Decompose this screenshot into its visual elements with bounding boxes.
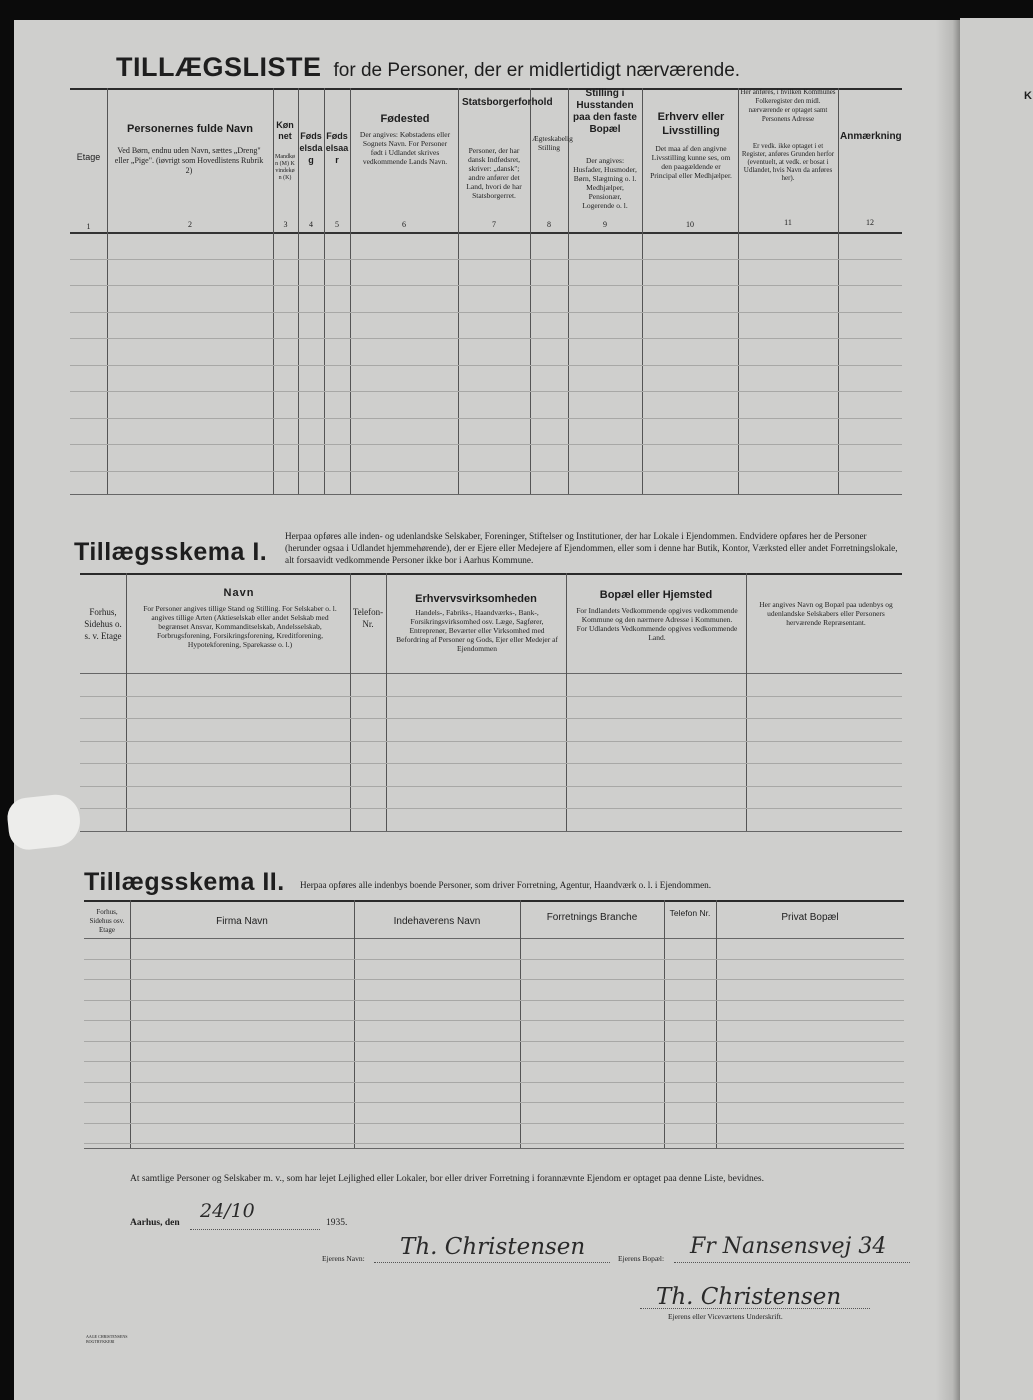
col-num-12: 12 [866, 218, 874, 227]
col-stats-head: Statsborgerforhold [462, 97, 553, 108]
page-title [116, 52, 740, 83]
owner-name-label: Ejerens Navn: [322, 1254, 365, 1263]
col-navn-head: Personernes fulde Navn [127, 123, 253, 135]
main-table-row-line [70, 285, 902, 286]
year-label: 1935. [326, 1218, 348, 1228]
s1-col-repr: Her angives Navn og Bopæl paa udenbys og udenlandske Selskabers eller Personers herværende Repræsentant. [759, 600, 893, 627]
col-num-7: 7 [492, 220, 496, 229]
s2-col-branche: Forretnings Branche [546, 912, 638, 923]
col-kon-head: Kønnet [276, 120, 294, 141]
col-kon-sub: Mandkøn (M) Kvindekøn (K) [275, 154, 295, 181]
signature-handwritten: Th. Christensen [656, 1284, 842, 1310]
skema1-row-line [80, 763, 902, 764]
col-num-10: 10 [686, 220, 694, 229]
owner-address-handwritten: Fr Nansensvej 34 [690, 1234, 887, 1259]
title-rest: for de Personer, der er midlertidigt nærværende. [333, 60, 741, 81]
col-num-1: 1 [86, 222, 91, 231]
col-num-9: 9 [603, 220, 607, 229]
main-table-row-line [70, 444, 902, 445]
s1-col-navn-sub: For Personer angives tillige Stand og Stilling. For Selskaber o. l. angives tillige Arten (Aktieselskab eller andet Selskab med begrænset Ansvar, Kommanditselskab, Andelsselskab, Forbrugsforening, Forsikringsforening, Kreditforening, Hypotekforening, Sparekasse o. l.) [143, 604, 337, 649]
col-fodselsdag-head: Fødselsdag [299, 131, 323, 165]
s1-col-bopael-sub: For Indlandets Vedkommende opgives vedkommende Kommune og den nærmere Adresse i Kommunen. For Udlandets Vedkommende opgives vedkommende Land. [576, 606, 738, 642]
col-kommune-head: Her anføres, i hvilken Kommunes Folkeregister den midl. nærværende er optaget samt Personens Adresse [740, 88, 836, 123]
skema1-row-line [80, 718, 902, 719]
skema2-title: Tillægsskema II. [84, 868, 285, 896]
skema2-row-line [84, 1041, 904, 1042]
skema1-title: Tillægsskema I. [74, 538, 268, 566]
owner-address-label: Ejerens Bopæl: [618, 1254, 665, 1263]
page-fold [936, 20, 960, 1400]
date-handwritten: 24/10 [200, 1200, 255, 1222]
skema2-row-line [84, 1102, 904, 1103]
s1-col-etage: Forhus, Sidehus o. s. v. Etage [84, 607, 122, 641]
col-stats-sub: Personer, der har dansk Indfødsret, skriver: „dansk"; andre anfører det Land, hvori de har Statsborgerret. [466, 146, 522, 200]
col-num-2: 2 [188, 220, 192, 229]
main-table-row-line [70, 418, 902, 419]
col-num-11: 11 [784, 218, 792, 227]
main-table-header [70, 88, 902, 234]
col-num-8: 8 [547, 220, 551, 229]
skema2-intro: Herpaa opføres alle indenbys boende Personer, som driver Forretning, Agentur, Haandværk o. l. i Ejendommen. [300, 880, 712, 890]
s1-col-erhverv: Erhvervsvirksomheden [415, 593, 537, 605]
skema1-row-line [80, 696, 902, 697]
col-fodested-head: Fødested [380, 113, 430, 125]
skema2-row-line [84, 1123, 904, 1124]
skema1-row-line [80, 808, 902, 809]
owner-name-handwritten: Th. Christensen [400, 1234, 586, 1260]
col-num-6: 6 [402, 220, 406, 229]
main-table-row-line [70, 312, 902, 313]
skema2-row-line [84, 959, 904, 960]
col-stilling-head: Stilling i Husstanden paa den faste Bopæl [573, 88, 637, 135]
skema2-row-line [84, 1082, 904, 1083]
skema2-row-line [84, 1061, 904, 1062]
skema2-row-line [84, 1020, 904, 1021]
s2-col-etage: Forhus, Sidehus osv. Etage [89, 908, 125, 934]
col-anm-head: Anmærkning [840, 131, 902, 142]
skema2-row-line [84, 1143, 904, 1144]
signature-label: Ejerens eller Viceværtens Underskrift. [668, 1312, 783, 1321]
s1-col-telefon: Telefon-Nr. [352, 607, 384, 629]
skema2-row-line [84, 1000, 904, 1001]
title-main: TILLÆGSLISTE [116, 52, 322, 82]
skema1-row-line [80, 741, 902, 742]
city-date-label: Aarhus, den [130, 1218, 180, 1228]
col-aegte-head: Ægteskabelig Stilling [532, 134, 573, 152]
skema1-intro: Herpaa opføres alle inden- og udenlandske Selskaber, Foreninger, Stiftelser og Institutioner, der har Lokale i Ejendommen. Endvidere opføres her de Personer (herunder ogsaa i Udlandet hjemmehørende), der er Ejere eller Medejere af Ejendommen, eller som i denne har Butik, Kontor, Værksted eller andet Forretningslokale, alt forsaavidt vedkommende Personer ikke bor i Aarhus Kommune. [285, 531, 898, 565]
col-kommune-sub: Er vedk. ikke optaget i et Register, anføres Grunden herfor (eventuelt, at vedk. er bosat i Udlandet, hvis Navn da anføres her). [741, 142, 835, 182]
printer-note: AAGE CHRISTENSENS BOGTRYKKERI [86, 1334, 128, 1344]
adjacent-page-fragment: K [1024, 90, 1032, 102]
col-num-4: 4 [309, 220, 313, 229]
skema2-row-line [84, 979, 904, 980]
s2-col-indehaver: Indehaverens Navn [393, 916, 481, 927]
s2-col-telefon: Telefon Nr. [669, 908, 711, 918]
col-num-3: 3 [283, 220, 288, 229]
adjacent-page [960, 18, 1033, 1400]
main-table-row-line [70, 365, 902, 366]
main-table-row-line [70, 338, 902, 339]
col-erhverv-sub: Det maa af den angivne Livsstilling kunne ses, om den paagældende er Principal eller Medhjælper. [650, 144, 732, 180]
col-etage-head: Etage [76, 152, 101, 162]
col-fodested-sub: Der angives: Købstadens eller Sognets Navn. For Personer født i Udlandet skrives vedkommende Lands Navn. [359, 130, 451, 166]
s2-col-bopael: Privat Bopæl [781, 912, 839, 923]
skema1-row-line [80, 786, 902, 787]
col-navn-sub: Ved Børn, endnu uden Navn, sættes „Dreng" eller „Pige". (iøvrigt som Hovedlistens Rubrik 2) [114, 146, 264, 175]
main-table-row-line [70, 259, 902, 260]
col-num-5: 5 [335, 220, 339, 229]
declaration: At samtlige Personer og Selskaber m. v., som har lejet Lejlighed eller Lokaler, bor eller driver Forretning i forannævnte Ejendom er optaget paa denne Liste, bevidnes. [130, 1174, 764, 1184]
col-stilling-sub: Der angives: Husfader, Husmoder, Børn, Slægtning o. l. Medhjælper, Pensionær, Logerende o. l. [573, 156, 637, 210]
s1-col-bopael: Bopæl eller Hjemsted [599, 589, 713, 601]
main-table-row-line [70, 391, 902, 392]
s1-col-navn: Navn [223, 587, 255, 599]
s1-col-erhverv-sub: Handels-, Fabriks-, Haandværks-, Bank-, Forsikringsvirksomhed osv. Læge, Sagfører, Entreprenør, Beværter eller Virksomhed med Befordring af Personer og Gods, Ejer eller Medejer af Ejendommen [396, 608, 558, 653]
s2-col-firma: Firma Navn [216, 916, 268, 927]
main-table-row-line [70, 471, 902, 472]
col-erhverv-head: Erhverv eller Livsstilling [657, 111, 725, 137]
col-fodselsaar-head: Fødselsaar [325, 131, 349, 165]
